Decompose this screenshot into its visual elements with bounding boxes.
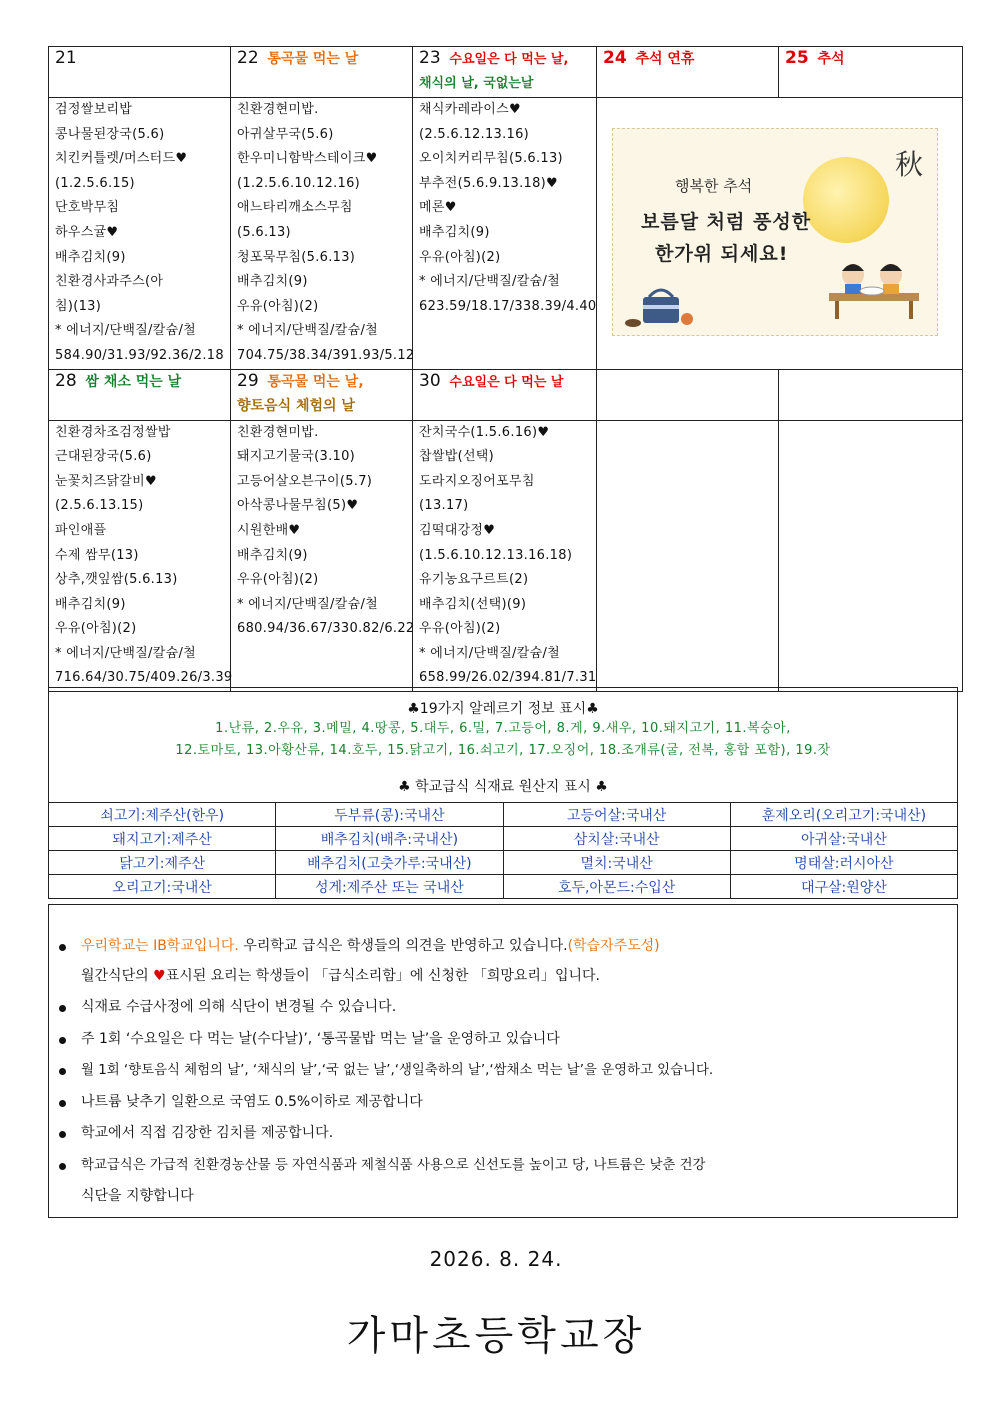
menu-item: 콩나물된장국(5.6) [55, 126, 165, 142]
origin-row [49, 827, 958, 851]
menu-list [419, 421, 597, 692]
menu-item: (1.2.5.6.10.12.16) [237, 175, 361, 191]
empty-header [779, 369, 963, 420]
origin-cell: 아귀살:국내산 [730, 827, 957, 851]
menu-item: 찹쌀밥(선택) [419, 449, 495, 465]
menu-item: 파인애플 [55, 522, 107, 538]
menu-item: 704.75/38.34/391.93/5.12 [237, 347, 415, 363]
menu-item: 친환경사과주스(아 [55, 274, 164, 290]
menu-item: 배추김치(9) [55, 596, 126, 612]
menu-item: * 에너지/단백질/칼슘/철 [55, 645, 196, 661]
menu-item: 배추김치(9) [237, 274, 308, 290]
week2-header-row [49, 369, 963, 420]
menu-item: 근대된장국(5.6) [55, 449, 152, 465]
notice-item: 월 1회 ‘향토음식 체험의 날’, ‘채식의 날’,‘국 없는 날’,‘생일축하의 날’,‘쌈채소 먹는 날’을 운영하고 있습니다. [59, 1055, 957, 1087]
menu-item: 우유(아침)(2) [237, 572, 319, 588]
menu-item: 우유(아침)(2) [55, 621, 137, 637]
menu-item: * 에너지/단백질/칼슘/철 [419, 274, 560, 290]
day-21-menu [49, 98, 231, 370]
menu-item: 아삭콩나물무침(5)♥ [237, 498, 359, 514]
origin-cell: 닭고기:제주산 [49, 851, 276, 875]
origin-cell: 성게:제주산 또는 국내산 [276, 875, 503, 899]
day-28-header: 28 쌈 채소 먹는 날 [49, 369, 231, 420]
menu-item: (2.5.6.13.15) [55, 498, 144, 514]
notice-item-cont: 식단을 지향합니다 [81, 1188, 194, 1204]
day-24-header: 24 추석 연휴 [597, 47, 779, 98]
bullet-icon [59, 1131, 66, 1138]
origin-cell: 명태살:러시아산 [730, 851, 957, 875]
empty-cell [779, 420, 963, 692]
origin-cell: 돼지고기:제주산 [49, 827, 276, 851]
day-25-header: 25 추석 [779, 47, 963, 98]
menu-item: 오이치커리무침(5.6.13) [419, 151, 563, 167]
menu-item: 우유(아침)(2) [419, 249, 501, 265]
origin-cell: 대구살:원양산 [730, 875, 957, 899]
week2-menu-row [49, 420, 963, 692]
menu-item: (5.6.13) [237, 224, 291, 240]
menu-item: 수제 쌈무(13) [55, 547, 139, 563]
origin-cell: 훈제오리(오리고기:국내산) [730, 803, 957, 827]
children-illustration-icon [825, 253, 925, 323]
menu-item: 아귀살무국(5.6) [237, 126, 334, 142]
notice-item: 학교급식은 가급적 친환경농산물 등 자연식품과 제철식품 사용으로 신선도를 높이고 당, 나트륨은 낮춘 건강 [59, 1150, 957, 1182]
origin-table [48, 802, 958, 899]
allergy-line-1: 1.난류, 2.우유, 3.메밀, 4.땅콩, 5.대두, 6.밀, 7.고등어, 8.게, 9.새우, 10.돼지고기, 11.복숭아, [215, 721, 791, 736]
heart-icon: ♥ [153, 967, 166, 984]
menu-item: 시원한배♥ [237, 522, 301, 538]
origin-cell: 고등어살:국내산 [503, 803, 730, 827]
chuseok-greeting-card [612, 128, 938, 336]
day-29-menu [231, 420, 413, 692]
origin-title: ♣ 학교급식 식재료 원산지 표시 ♣ [398, 779, 608, 795]
origin-row [49, 875, 958, 899]
menu-item: 배추김치(9) [55, 249, 126, 265]
menu-item: * 에너지/단백질/칼슘/철 [419, 645, 560, 661]
notice-item: 식재료 수급사정에 의해 식단이 변경될 수 있습니다. [59, 992, 957, 1024]
origin-cell: 쇠고기:제주산(한우) [49, 803, 276, 827]
notice-item: 주 1회 ‘수요일은 다 먹는 날(수다날)’, ‘통곡물밥 먹는 날’을 운영하고 있습니다 [59, 1024, 957, 1056]
day-30-header: 30 수요일은 다 먹는 날 [413, 369, 597, 420]
menu-item: 김떡대강정♥ [419, 522, 496, 538]
origin-cell: 삼치살:국내산 [503, 827, 730, 851]
menu-item: 메론♥ [419, 200, 457, 216]
menu-list [55, 98, 224, 369]
notice-item: 학교에서 직접 김장한 김치를 제공합니다. [59, 1118, 957, 1150]
day-29-header: 29 통곡물 먹는 날, 향토음식 체험의 날 [231, 369, 413, 420]
menu-item: 친환경차조검정쌀밥 [55, 424, 171, 440]
autumn-seal: 秋 [894, 148, 923, 181]
menu-item: 잔치국수(1.5.6.16)♥ [419, 424, 550, 440]
menu-item: (1.5.6.10.12.13.16.18) [419, 547, 573, 563]
empty-cell [597, 420, 779, 692]
notice-item: 나트륨 낮추기 일환으로 국염도 0.5%이하로 제공합니다 [59, 1087, 957, 1119]
menu-list [55, 421, 233, 692]
menu-item: 검정쌀보리밥 [55, 102, 133, 117]
day-23-menu [413, 98, 597, 370]
allergy-info-box [48, 687, 958, 803]
menu-item: 고등어살오븐구이(5.7) [237, 473, 373, 489]
menu-item: 침)(13) [55, 298, 102, 314]
menu-item: 도라지오징어포무침 [419, 473, 535, 489]
gift-basket-icon [623, 279, 703, 329]
menu-item: 친환경현미밥. [237, 102, 319, 117]
notice-list [49, 931, 957, 1213]
menu-item: 배추김치(선택)(9) [419, 596, 527, 612]
menu-item: * 에너지/단백질/칼슘/철 [237, 596, 378, 612]
greeting-line-1: 행복한 추석 [675, 177, 753, 195]
bullet-icon [59, 1068, 66, 1075]
day-30-menu [413, 420, 597, 692]
day-21-header: 21 [49, 47, 231, 98]
menu-item: * 에너지/단백질/칼슘/철 [237, 323, 378, 339]
greeting-line-2: 보름달 처럼 풍성한 [641, 211, 812, 233]
origin-cell: 배추김치(배추:국내산) [276, 827, 503, 851]
menu-item: 716.64/30.75/409.26/3.39 [55, 670, 233, 686]
menu-item: 584.90/31.93/92.36/2.18 [55, 347, 224, 363]
origin-row [49, 803, 958, 827]
notice-date: 2026. 8. 24. [429, 1247, 563, 1271]
menu-item: 하우스귤♥ [55, 224, 119, 240]
day-22-header: 22 통곡물 먹는 날 [231, 47, 413, 98]
full-moon-icon [803, 157, 889, 243]
week1-header-row [49, 47, 963, 98]
origin-cell: 두부류(콩):국내산 [276, 803, 503, 827]
bullet-icon [59, 1100, 66, 1107]
menu-list [419, 98, 597, 319]
bullet-icon [59, 1037, 66, 1044]
allergy-title: ♣19가지 알레르기 정보 표시♣ [407, 701, 599, 717]
menu-item: 애느타리깨소스무침 [237, 200, 353, 216]
menu-item: 623.59/18.17/338.39/4.40 [419, 298, 597, 314]
menu-item: 상추,깻잎쌈(5.6.13) [55, 572, 178, 588]
menu-item: 한우미니함박스테이크♥ [237, 151, 378, 167]
menu-item: (1.2.5.6.15) [55, 175, 135, 191]
origin-cell: 호두,아몬드:수입산 [503, 875, 730, 899]
notice-item: 우리학교는 IB학교입니다. 우리학교 급식은 학생들의 의견을 반영하고 있습니다.(학습자주도성) [59, 931, 957, 963]
menu-item: 치킨커틀렛/머스터드♥ [55, 151, 188, 167]
menu-item: (13.17) [419, 498, 469, 514]
menu-list [237, 98, 415, 369]
menu-item: * 에너지/단백질/칼슘/철 [55, 323, 196, 339]
menu-item: 채식카레라이스♥ [419, 102, 521, 117]
menu-item: 680.94/36.67/330.82/6.22 [237, 621, 415, 637]
school-principal: 가마초등학교장 [346, 1313, 646, 1359]
menu-item: 658.99/26.02/394.81/7.31 [419, 670, 597, 686]
empty-header [597, 369, 779, 420]
notice-item-cont: 월간식단의 ♥표시된 요리는 학생들이 「급식소리함」에 신청한 「희망요리」입니다. [81, 967, 600, 984]
menu-item: 우유(아침)(2) [237, 298, 319, 314]
menu-item: 청포묵무침(5.6.13) [237, 249, 356, 265]
menu-item: 돼지고기물국(3.10) [237, 449, 356, 465]
menu-item: (2.5.6.12.13.16) [419, 126, 530, 142]
bullet-icon [59, 1163, 66, 1170]
origin-cell: 멸치:국내산 [503, 851, 730, 875]
menu-item: 배추김치(9) [237, 547, 308, 563]
greeting-line-3: 한가위 되세요! [655, 243, 789, 265]
origin-cell: 배추김치(고춧가루:국내산) [276, 851, 503, 875]
menu-item: 부추전(5.6.9.13.18)♥ [419, 175, 558, 191]
menu-item: 배추김치(9) [419, 224, 490, 240]
bullet-icon [59, 1005, 66, 1012]
bullet-icon [59, 944, 66, 951]
menu-item: 유기농요구르트(2) [419, 572, 529, 588]
menu-item: 단호박무침 [55, 200, 120, 216]
menu-item: 눈꽃치즈닭갈비♥ [55, 473, 157, 489]
notice-box [48, 904, 958, 1218]
origin-row [49, 851, 958, 875]
menu-item: 친환경현미밥. [237, 424, 319, 440]
menu-item: 우유(아침)(2) [419, 621, 501, 637]
menu-list [237, 421, 415, 642]
day-23-header: 23 수요일은 다 먹는 날, 채식의 날, 국없는날 [413, 47, 597, 98]
origin-cell: 오리고기:국내산 [49, 875, 276, 899]
day-22-menu [231, 98, 413, 370]
allergy-line-2: 12.토마토, 13.아황산류, 14.호두, 15.닭고기, 16.쇠고기, 17.오징어, 18.조개류(굴, 전복, 홍합 포함), 19.잣 [175, 743, 831, 758]
day-28-menu [49, 420, 231, 692]
